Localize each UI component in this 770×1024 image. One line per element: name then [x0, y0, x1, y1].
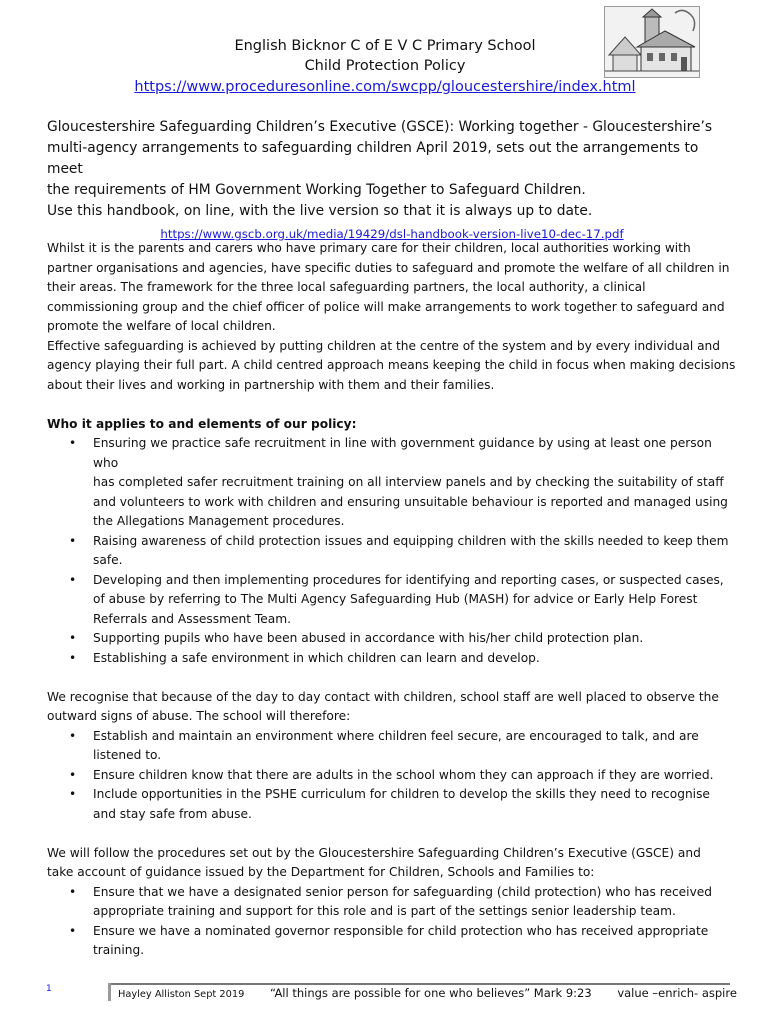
body-line: about their lives and working in partnership with them and their families.	[47, 377, 495, 392]
intro-line: Use this handbook, on line, with the live version so that it is always up to date.	[47, 203, 593, 219]
school-name: English Bicknor C of E V C Primary School	[234, 38, 536, 54]
body-line: Effective safeguarding is achieved by putting children at the centre of the system and by every individual and	[47, 338, 721, 353]
intro-line: multi-agency arrangements to safeguarding children April 2019, sets out the arrangements to meet	[47, 140, 699, 177]
follow-list	[47, 883, 737, 961]
footer-quote: “All things are possible for one who believes” Mark 9:23	[269, 986, 592, 1000]
list-item: • Supporting pupils who have been abused in accordance with his/her child protection plan.	[47, 629, 737, 649]
footer	[118, 986, 738, 1000]
body-line: agency playing their full part. A child centred approach means keeping the child in focus when making decisions	[47, 358, 736, 372]
page-number: 1	[46, 984, 52, 994]
body-line: We recognise that because of the day to day contact with children, school staff are well placed to observe the	[47, 689, 719, 704]
list-item: • Raising awareness of child protection issues and equipping children with the skills needed to keep them safe.	[47, 532, 737, 571]
list-item: • Establishing a safe environment in which children can learn and develop.	[47, 649, 737, 669]
body-line: partner organisations and agencies, have specific duties to safeguard and promote the welfare of all children in	[47, 260, 730, 275]
body-line: outward signs of abuse. The school will therefore:	[47, 709, 351, 723]
intro-line: the requirements of HM Government Working Together to Safeguard Children.	[47, 182, 586, 198]
intro-section	[47, 117, 737, 244]
who-list	[47, 434, 737, 668]
body-line: commissioning group and the chief officer of police will make arrangements to work together to safeguard and	[47, 299, 725, 314]
body-line: take account of guidance issued by the Department for Children, Schools and Families to:	[47, 865, 595, 879]
list-item: • Ensure children know that there are adults in the school whom they can approach if they are worried.	[47, 766, 737, 786]
handbook-link[interactable]: https://www.gscb.org.uk/media/19429/dsl-handbook-version-live10-dec-17.pdf	[160, 227, 624, 241]
footer-author: Hayley Alliston Sept 2019	[118, 989, 245, 1000]
list-item: • Developing and then implementing procedures for identifying and reporting cases, or suspected cases, of abuse by referring to The Multi Agency Safeguarding Hub (MASH) for advice or Early Help Forest Referrals and Assessment Team.	[47, 571, 737, 630]
list-item: • Ensure we have a nominated governor responsible for child protection who has received appropriate training.	[47, 922, 737, 961]
list-item: • Ensure that we have a designated senior person for safeguarding (child protection) who has received appropriate training and support for this role and is part of the settings senior leadership team.	[47, 883, 737, 922]
policy-title: Child Protection Policy	[304, 58, 466, 74]
procedures-link[interactable]: https://www.proceduresonline.com/swcpp/gloucestershire/index.html	[134, 79, 636, 95]
list-item: • Ensuring we practice safe recruitment in line with government guidance by using at least one person who has completed safer recruitment training on all interview panels and by checking the suitability of staff and volunteers to work with children and ensuring unsuitable behaviour is reported and managed using the Allegations Management procedures.	[47, 434, 737, 532]
section-heading: Who it applies to and elements of our policy:	[47, 416, 357, 431]
footer-divider	[108, 983, 730, 985]
document-header	[0, 36, 770, 98]
body-line: their areas. The framework for the three local safeguarding partners, the local authority, a clinical	[47, 280, 646, 294]
body-line: We will follow the procedures set out by the Gloucestershire Safeguarding Children’s Executive (GSCE) and	[47, 845, 701, 860]
body-line: promote the welfare of local children.	[47, 319, 276, 333]
intro-line: Gloucestershire Safeguarding Children’s Executive (GSCE): Working together - Gloucestershire’s	[47, 119, 713, 135]
footer-bar	[108, 983, 111, 1001]
recognise-list	[47, 727, 737, 825]
list-item: • Include opportunities in the PSHE curriculum for children to develop the skills they need to recognise and stay safe from abuse.	[47, 785, 737, 824]
policy-body	[47, 239, 737, 961]
footer-motto: value –enrich- aspire	[617, 986, 737, 1000]
body-line: Whilst it is the parents and carers who have primary care for their children, local authorities working with	[47, 241, 691, 255]
list-item: • Establish and maintain an environment where children feel secure, are encouraged to talk, and are listened to.	[47, 727, 737, 766]
